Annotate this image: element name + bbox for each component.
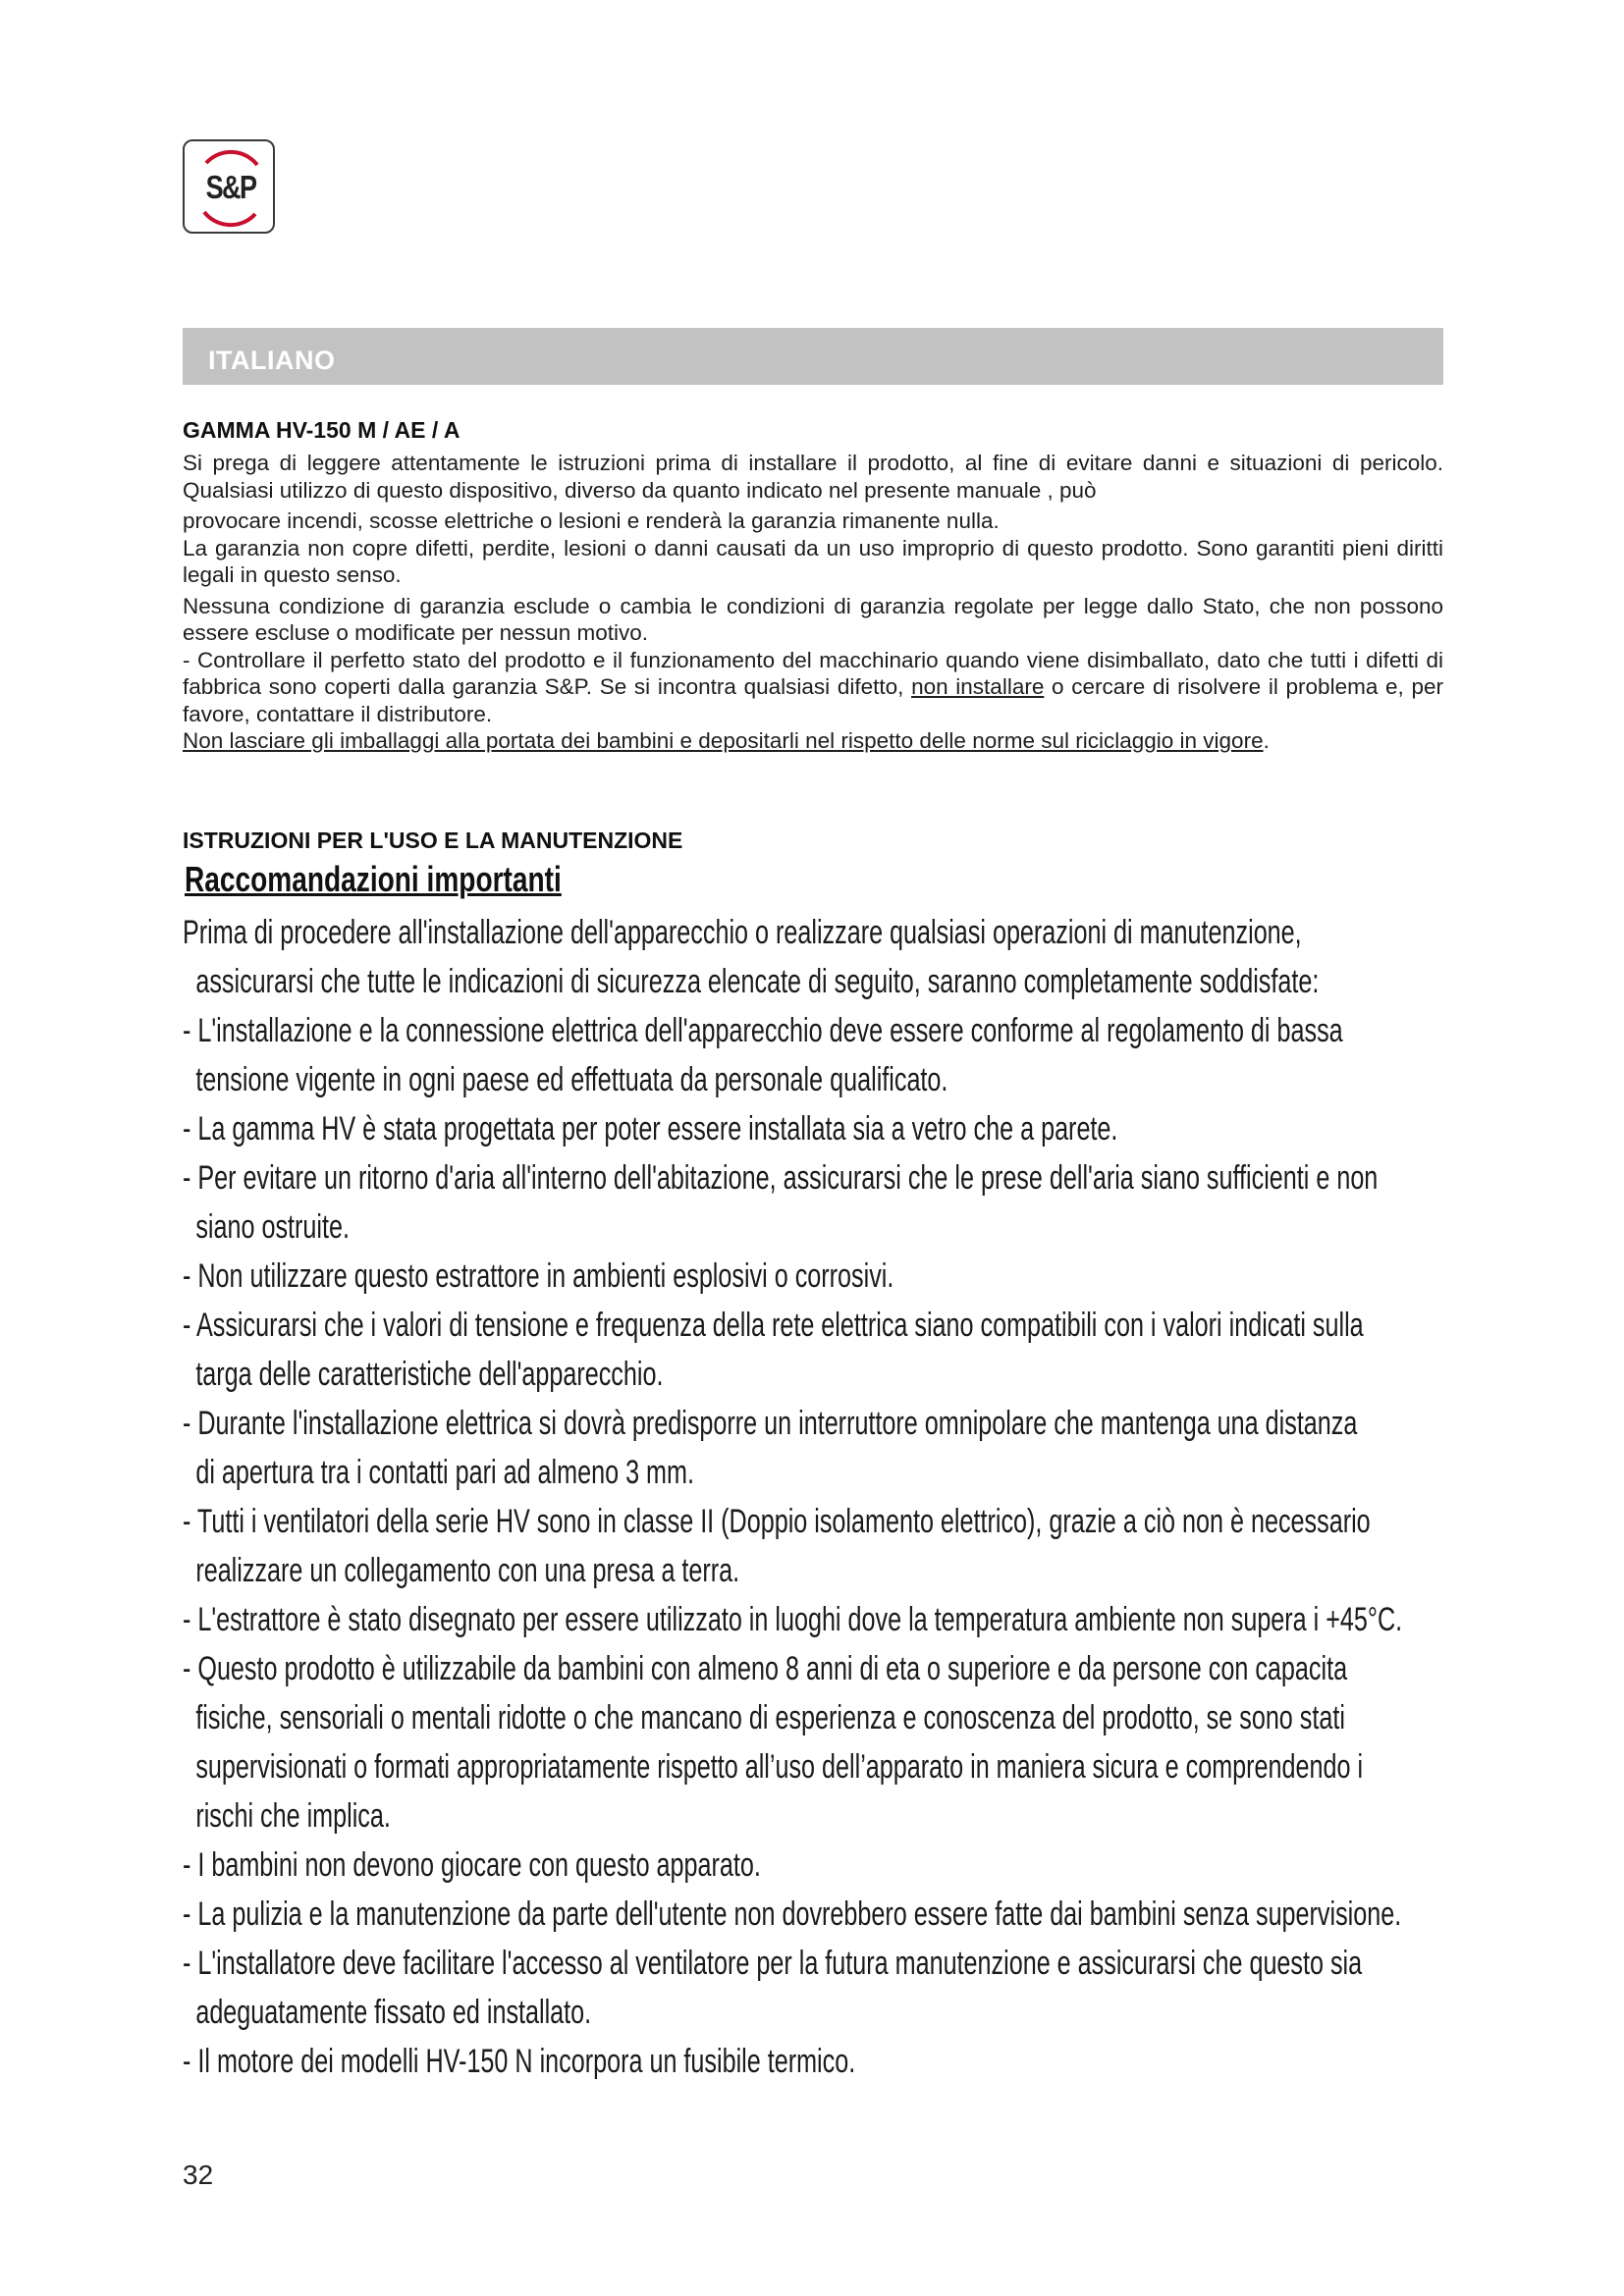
safety-rule-item xyxy=(183,1006,1443,1104)
safety-rule-line: rischi che implica. xyxy=(195,1797,391,1835)
sp-logo xyxy=(183,139,275,234)
page-number: 32 xyxy=(183,2160,214,2190)
safety-rule-line: - Durante l'installazione elettrica si dovrà predisporre un interruttore omnipolare che mantenga una distanza xyxy=(183,1405,1358,1442)
safety-rule-line: - Tutti i ventilatori della serie HV sono in classe II (Doppio isolamento elettrico), grazie a ciò non è necessario xyxy=(183,1503,1371,1540)
sp-logo-text: S&P xyxy=(205,169,256,205)
safety-rule-line: - L'estrattore è stato disegnato per essere utilizzato in luoghi dove la temperatura ambiente non supera i +45°C. xyxy=(183,1601,1403,1638)
safety-rule-line: - Assicurarsi che i valori di tensione e frequenza della rete elettrica siano compatibili con i valori indicati sulla xyxy=(183,1307,1364,1344)
safety-rule-item xyxy=(183,1841,1443,1890)
intro-paragraph-2: La garanzia non copre difetti, perdite, lesioni o danni causati da un uso improprio di questo prodotto. Sono garantiti pieni diritti legali in questo senso. xyxy=(183,535,1443,587)
safety-rule-line: - L'installatore deve facilitare l'accesso al ventilatore per la futura manutenzione e assicurarsi che questo sia xyxy=(183,1945,1363,1982)
safety-rule-line: - Il motore dei modelli HV-150 N incorpora un fusibile termico. xyxy=(183,2043,856,2080)
safety-rule-line: - L'installazione e la connessione elettrica dell'apparecchio deve essere conforme al regolamento di bassa xyxy=(183,1012,1343,1049)
safety-rule-line: siano ostruite. xyxy=(195,1208,350,1246)
intro-p4-start: - Controllare il perfetto stato del prodotto e il funzionamento del macchinario quando viene disimballato, dato che tutti i difetti di fabbrica sono coperti dalla garanzia S&P. Se si incontra qualsiasi difetto, xyxy=(183,647,1443,699)
safety-rule-line: - La gamma HV è stata progettata per poter essere installata sia a vetro che a parete. xyxy=(183,1110,1118,1148)
recommendations-heading: Raccomandazioni importanti xyxy=(185,859,562,899)
safety-rule-item xyxy=(183,1595,1443,1644)
intro-p5-end: . xyxy=(1263,728,1270,753)
intro-text xyxy=(183,450,1443,755)
safety-rule-line: assicurarsi che tutte le indicazioni di sicurezza elencate di seguito, saranno completamente soddisfate: xyxy=(195,963,1320,1000)
safety-rule-item xyxy=(183,1497,1443,1595)
intro-paragraph-1: Si prega di leggere attentamente le istruzioni prima di installare il prodotto, al fine di evitare danni e situazioni di pericolo. Qualsiasi utilizzo di questo dispositivo, diverso da quanto indicato nel presente manuale , può xyxy=(183,451,1443,503)
safety-rule-line: supervisionati o formati appropriatamente rispetto all’uso dell’apparato in maniera sicura e comprendendo i xyxy=(195,1748,1364,1786)
safety-rule-line: - La pulizia e la manutenzione da parte dell'utente non dovrebbero essere fatte dai bambini senza supervisione. xyxy=(183,1896,1402,1933)
safety-rule-item xyxy=(183,1252,1443,1301)
safety-rule-line: - Questo prodotto è utilizzabile da bambini con almeno 8 anni di eta o superiore e da persone con capacita xyxy=(183,1650,1348,1687)
safety-rule-item xyxy=(183,1890,1443,1939)
intro-paragraph-5 xyxy=(183,727,1443,755)
intro-p5-underlined: Non lasciare gli imballaggi alla portata dei bambini e depositarli nel rispetto delle norme sul riciclaggio in vigore xyxy=(183,728,1264,753)
product-range-title: GAMMA HV-150 M / AE / A xyxy=(183,417,460,443)
safety-rule-item xyxy=(183,1153,1443,1252)
safety-rule-item xyxy=(183,1301,1443,1399)
intro-paragraph-1b: provocare incendi, scosse elettriche o lesioni e renderà la garanzia rimanente nulla. xyxy=(183,508,1000,533)
intro-p4-underlined: non installare xyxy=(911,674,1045,699)
safety-rule-line: tensione vigente in ogni paese ed effettuata da personale qualificato. xyxy=(195,1061,948,1098)
safety-rule-line: adeguatamente fissato ed installato. xyxy=(195,1994,592,2031)
safety-rules-list xyxy=(183,908,1449,2086)
safety-rule-line: targa delle caratteristiche dell'apparecchio. xyxy=(195,1356,664,1393)
safety-rule-line: - Non utilizzare questo estrattore in ambienti esplosivi o corrosivi. xyxy=(183,1257,894,1295)
safety-rule-line: realizzare un collegamento con una presa a terra. xyxy=(195,1552,740,1589)
intro-p4-end: o cercare di risolvere il problema e, per favore, contattare il distributore. xyxy=(183,674,1443,726)
safety-rule-line: di apertura tra i contatti pari ad almeno 3 mm. xyxy=(195,1454,694,1491)
safety-rule-item xyxy=(183,908,1443,1006)
safety-rule-line: fisiche, sensoriali o mentali ridotte o che mancano di esperienza e conoscenza del prodotto, se sono stati xyxy=(195,1699,1345,1736)
safety-rule-item xyxy=(183,1939,1443,2037)
safety-rule-item xyxy=(183,1104,1443,1153)
section-language: ITALIANO xyxy=(208,346,336,375)
instructions-title: ISTRUZIONI PER L'USO E LA MANUTENZIONE xyxy=(183,828,683,853)
intro-paragraph-4 xyxy=(183,647,1443,728)
safety-rule-line: Prima di procedere all'installazione dell'apparecchio o realizzare qualsiasi operazioni di manutenzione, xyxy=(183,914,1302,951)
section-header-bar xyxy=(183,328,1443,385)
safety-rule-line: - I bambini non devono giocare con questo apparato. xyxy=(183,1846,761,1884)
safety-rule-line: - Per evitare un ritorno d'aria all'interno dell'abitazione, assicurarsi che le prese dell'aria siano sufficienti e non xyxy=(183,1159,1379,1197)
intro-paragraph-3: Nessuna condizione di garanzia esclude o cambia le condizioni di garanzia regolate per legge dallo Stato, che non possono essere escluse o modificate per nessun motivo. xyxy=(183,593,1443,645)
safety-rule-item xyxy=(183,1644,1443,1841)
safety-rule-item xyxy=(183,2037,1443,2086)
safety-rule-item xyxy=(183,1399,1443,1497)
